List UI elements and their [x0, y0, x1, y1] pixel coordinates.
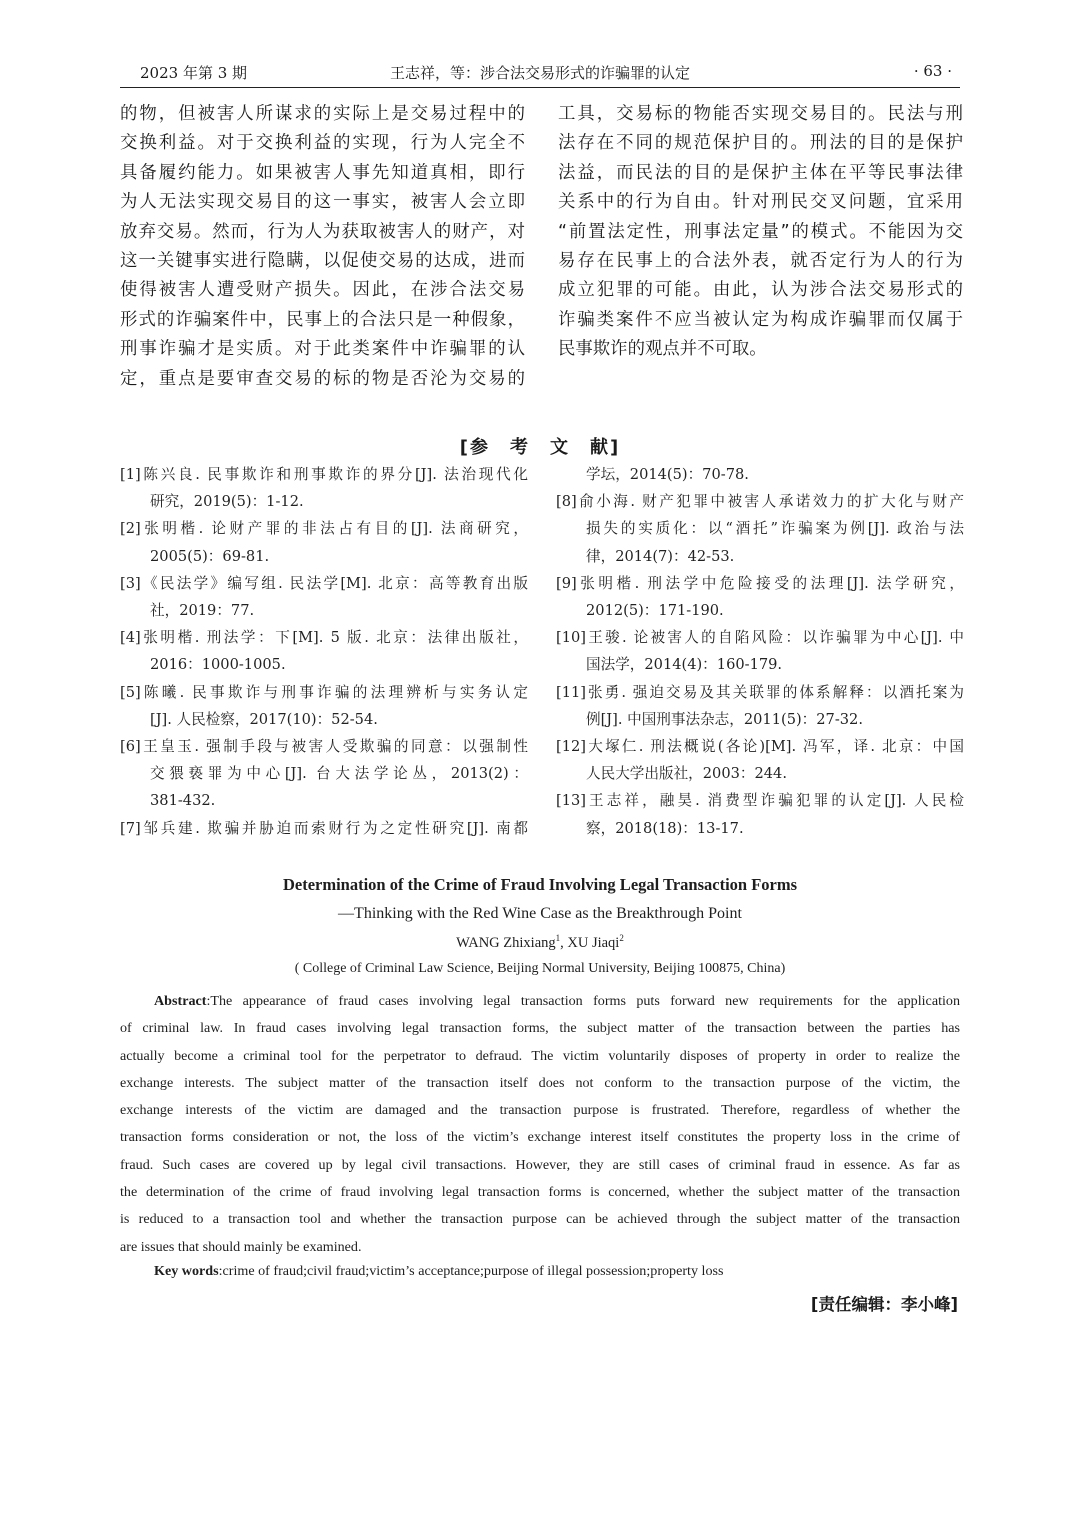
reference-line: [6]王皇玉. 强制手段与被害人受欺骗的同意：以强制性	[120, 738, 528, 756]
reference-line: [12]大塚仁. 刑法概说(各论)[M]. 冯军，译. 北京：中国	[556, 738, 964, 756]
author-affiliation-mark: 2	[619, 933, 624, 943]
running-header	[120, 58, 960, 86]
reference-line: [7]邹兵建. 欺骗并胁迫而索财行为之定性研究[J]. 南都	[120, 819, 528, 837]
reference-line: 律，2014(7)：42-53.	[586, 547, 735, 565]
english-keywords	[120, 1263, 994, 1280]
abstract-line: are issues that should mainly be examined.	[120, 1238, 362, 1255]
body-line: 成立犯罪的可能。由此，认为涉合法交易形式的	[558, 280, 963, 301]
body-line: 使得被害人遭受财产损失。因此，在涉合法交易	[120, 280, 525, 301]
reference-entry-continuation	[556, 461, 964, 488]
references-heading: [参 考 文 献]	[459, 437, 621, 458]
english-abstract	[120, 988, 960, 1261]
abstract-line: transaction forms consideration or not, the loss of the victim’s exchange interest itself constitutes the property loss in the crime of	[120, 1129, 960, 1146]
body-column-left	[120, 100, 525, 394]
english-subtitle: —Thinking with the Red Wine Case as the Breakthrough Point	[338, 905, 742, 922]
reference-entry	[120, 515, 528, 569]
reference-entry	[120, 624, 528, 678]
body-line: 刑事诈骗才是实质。对于此类案件中诈骗罪的认	[120, 339, 525, 360]
reference-line: 2012(5)：171-190.	[586, 602, 724, 620]
author-name: WANG Zhixiang	[456, 934, 556, 951]
reference-entry	[120, 679, 528, 733]
reference-entry	[120, 733, 528, 815]
reference-line: 研究，2019(5)：1-12.	[150, 493, 304, 511]
keywords-label: Key words	[154, 1263, 219, 1279]
reference-line: 交猥亵罪为中心[J]. 台大法学论丛，2013(2)：	[150, 765, 528, 783]
abstract-line: exchange interests. The subject matter of the transaction itself does not conform to the transaction purpose of the victim, the	[120, 1074, 960, 1091]
reference-line: 人民大学出版社，2003：244.	[586, 765, 787, 783]
body-line: 易存在民事上的合法外表，就否定行为人的行为	[558, 251, 963, 272]
body-line: 放弃交易。然而，行为人为获取被害人的财产，对	[120, 221, 525, 242]
body-line: 形式的诈骗案件中，民事上的合法只是一种假象，	[120, 309, 525, 330]
reference-line: [3]《民法学》编写组. 民法学[M]. 北京：高等教育出版	[120, 574, 528, 592]
reference-line: [2]张明楷. 论财产罪的非法占有目的[J]. 法商研究，	[120, 520, 528, 538]
reference-line: 损失的实质化：以“酒托”诈骗案为例[J]. 政治与法	[586, 520, 964, 538]
body-line: 诈骗类案件不应当被认定为构成诈骗罪而仅属于	[558, 309, 963, 330]
reference-line: [4]张明楷. 刑法学：下[M]. 5 版. 北京：法律出版社，	[120, 629, 528, 647]
english-authors	[120, 933, 960, 952]
reference-line: [5]陈曦. 民事欺诈与刑事诈骗的法理辨析与实务认定	[120, 683, 528, 701]
reference-entry	[120, 815, 528, 842]
abstract-line: is reduced to a transaction tool and whether the transaction purpose can be achieved through the subject matter of the transaction	[120, 1211, 960, 1228]
reference-entry	[556, 679, 964, 733]
abstract-label: Abstract	[154, 993, 207, 1009]
body-column-right	[558, 100, 963, 365]
reference-line: [13]王志祥，融昊. 消费型诈骗犯罪的认定[J]. 人民检	[556, 792, 964, 810]
author-separator: ,	[560, 934, 568, 951]
body-line: 关系中的行为自由。针对刑民交叉问题，宜采用	[558, 192, 963, 213]
responsible-editor: [责任编辑：李小峰]	[810, 1295, 958, 1314]
body-line: 民事欺诈的观点并不可取。	[558, 339, 767, 360]
english-affiliation: ( College of Criminal Law Science, Beijing Normal University, Beijing 100875, China)	[294, 961, 786, 976]
reference-entry	[120, 570, 528, 624]
abstract-line: of criminal law. In fraud cases involving legal transaction forms, the subject matter of the transaction between the parties has	[120, 1020, 960, 1037]
reference-line: 社，2019：77.	[150, 602, 255, 620]
reference-line: [10]王骏. 论被害人的自陷风险：以诈骗罪为中心[J]. 中	[556, 629, 964, 647]
reference-line: 国法学，2014(4)：160-179.	[586, 656, 783, 674]
body-line: 具备履约能力。如果被害人事先知道真相，即行	[120, 162, 525, 183]
body-line: 定，重点是要审查交易的标的物是否沦为交易的	[120, 368, 525, 389]
reference-entry	[556, 488, 964, 570]
reference-line: 学坛，2014(5)：70-78.	[586, 466, 749, 483]
abstract-text: :The appearance of fraud cases involving legal transaction forms puts forward new requirements for the application	[206, 993, 960, 1009]
author-name: XU Jiaqi	[567, 934, 620, 951]
reference-entry	[120, 461, 528, 515]
reference-line: [1]陈兴良. 民事欺诈和刑事欺诈的界分[J]. 法治现代化	[120, 466, 528, 483]
reference-line: [8]俞小海. 财产犯罪中被害人承诺效力的扩大化与财产	[556, 493, 964, 511]
keywords-text: :crime of fraud;civil fraud;victim’s acceptance;purpose of illegal possession;property loss	[218, 1263, 724, 1279]
body-line: 的物，但被害人所谋求的实际上是交易过程中的	[120, 104, 525, 124]
body-line: 法存在不同的规范保护目的。刑法的目的是保护	[558, 133, 963, 154]
body-line: 为人无法实现交易目的这一事实，被害人会立即	[120, 192, 525, 213]
abstract-line: actually become a criminal tool for the perpetrator to defraud. The victim voluntarily disposes of property in order to realize the	[120, 1047, 960, 1064]
body-line: 工具，交易标的物能否实现交易目的。民法与刑	[558, 104, 963, 124]
references-column-left	[120, 461, 528, 842]
author-affiliation-mark: 1	[555, 933, 561, 943]
reference-line: 381-432.	[150, 792, 216, 810]
reference-entry	[556, 624, 964, 678]
abstract-line: fraud. Such cases are covered up by legal civil transactions. However, they are still cases of criminal fraud in essence. As far as	[120, 1156, 960, 1173]
reference-line: 察，2018(18)：13-17.	[586, 819, 744, 837]
body-line: “前置法定性，刑事法定量”的模式。不能因为交	[558, 221, 963, 242]
reference-entry	[556, 570, 964, 624]
reference-entry	[556, 733, 964, 787]
references-column-right	[556, 461, 964, 842]
reference-line: 2016：1000-1005.	[150, 656, 286, 674]
reference-line: 例[J]. 中国刑事法杂志，2011(5)：27-32.	[586, 710, 863, 728]
page-number: · 63 ·	[913, 62, 952, 80]
reference-line: [11]张勇. 强迫交易及其关联罪的体系解释：以酒托案为	[556, 683, 964, 701]
body-line: 交换利益。对于交换利益的实现，行为人完全不	[120, 133, 525, 154]
body-line: 法益，而民法的目的是保护主体在平等民事法律	[558, 162, 963, 183]
running-title: 王志祥，等：涉合法交易形式的诈骗罪的认定	[389, 64, 690, 82]
issue-label: 2023 年第 3 期	[140, 64, 248, 82]
reference-line: [J]. 人民检察，2017(10)：52-54.	[150, 710, 378, 728]
reference-entry	[556, 787, 964, 841]
header-rule	[120, 87, 960, 88]
body-line: 这一关键事实进行隐瞒，以促使交易的达成，进而	[120, 251, 525, 272]
abstract-line	[120, 988, 960, 1015]
reference-line: 2005(5)：69-81.	[150, 547, 270, 565]
english-title: Determination of the Crime of Fraud Involving Legal Transaction Forms	[282, 875, 798, 894]
abstract-line: the determination of the crime of fraud involving legal transaction forms is concerned, whether the subject matter of the transaction	[120, 1184, 960, 1201]
abstract-line: exchange interests of the victim are damaged and the transaction purpose is frustrated. Therefore, regardless of whether the	[120, 1102, 960, 1119]
reference-line: [9]张明楷. 刑法学中危险接受的法理[J]. 法学研究，	[556, 574, 964, 592]
